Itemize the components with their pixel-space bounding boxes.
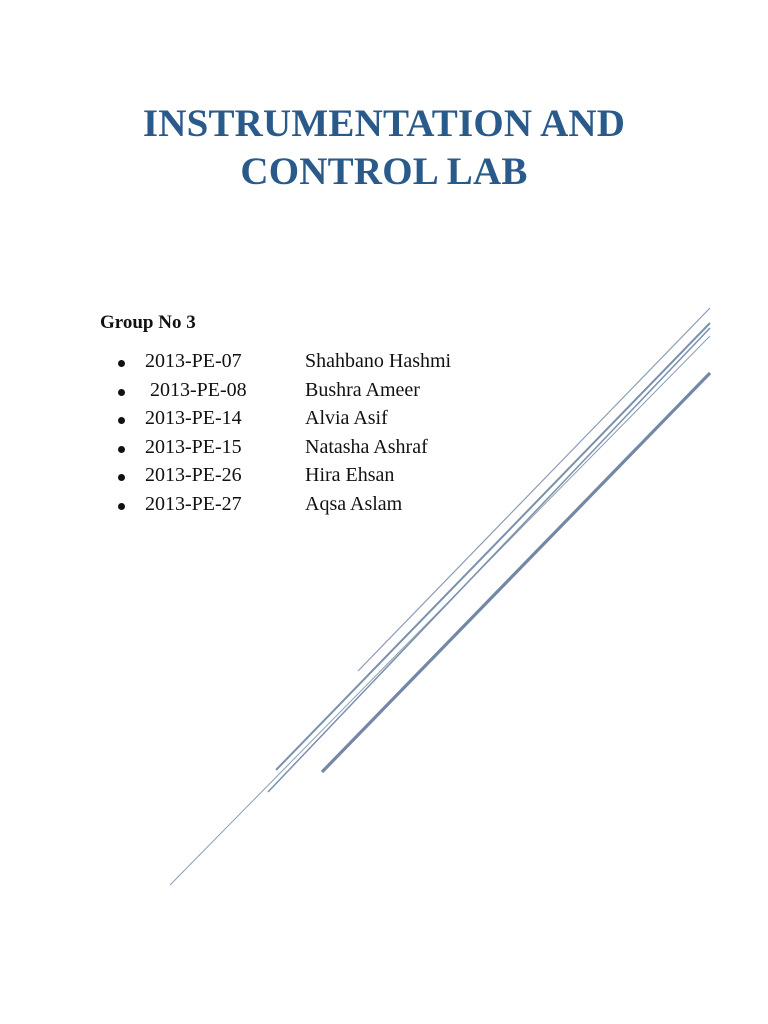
group-heading: Group No 3 (100, 312, 196, 333)
member-name: Shahbano Hashmi (305, 350, 452, 372)
roll-number: 2013-PE-15 (145, 435, 242, 458)
roll-number: 2013-PE-08 (145, 378, 247, 401)
member-name: Natasha Ashraf (305, 435, 428, 458)
roll-number: 2013-PE-27 (145, 492, 242, 515)
roll-number: 2013-PE-14 (145, 407, 242, 430)
roll-number: 2013-PE-07 (145, 350, 242, 372)
title-line-1: INSTRUMENTATION AND (142, 102, 626, 145)
bullet-icon (118, 503, 125, 510)
bullet-icon (118, 389, 125, 396)
title-line-2: CONTROL LAB (240, 150, 528, 193)
roll-number: 2013-PE-26 (145, 464, 242, 487)
member-name: Alvia Asif (305, 407, 388, 430)
document-title (0, 100, 768, 196)
bullet-icon (118, 446, 125, 453)
member-name: Bushra Ameer (305, 378, 420, 401)
member-name: Aqsa Aslam (305, 492, 403, 515)
decor-line-thick (322, 373, 710, 772)
member-name: Hira Ehsan (305, 464, 395, 487)
bullet-icon (118, 360, 125, 367)
